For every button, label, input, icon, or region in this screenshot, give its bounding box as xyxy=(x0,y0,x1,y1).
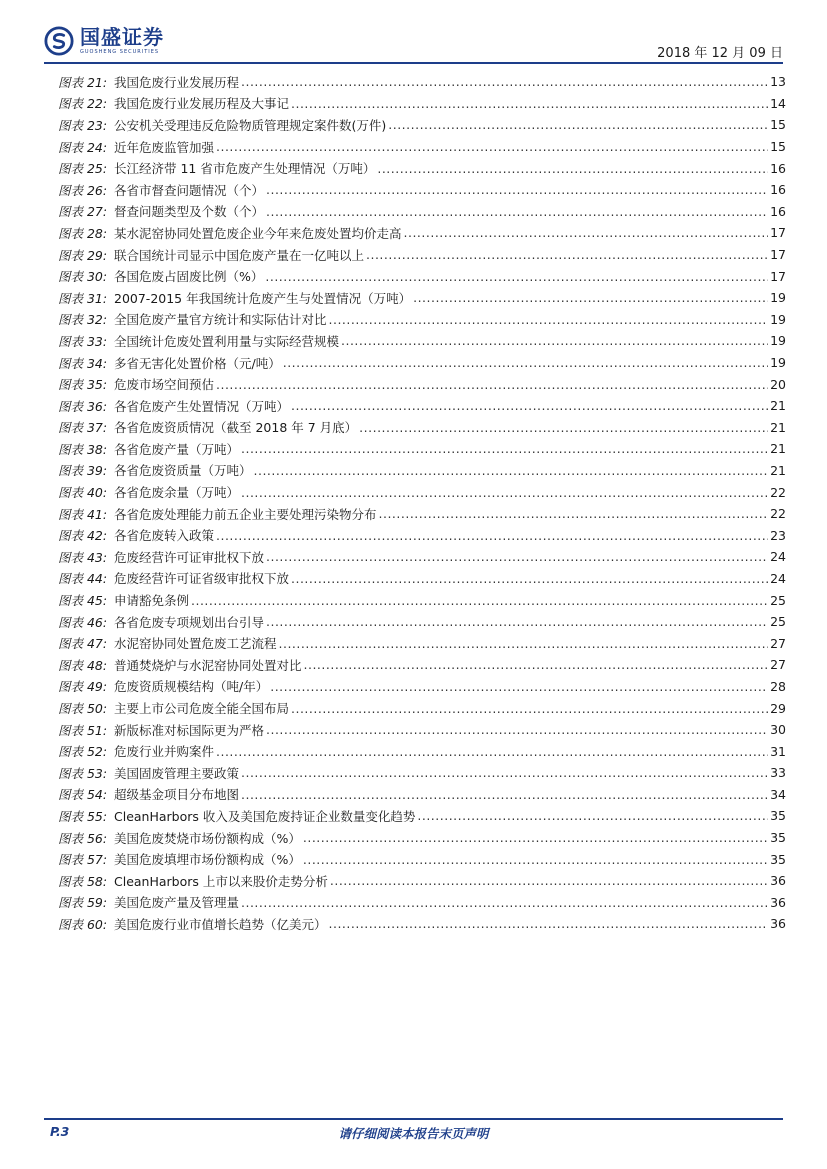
toc-dot-leader xyxy=(417,808,768,823)
toc-entry-title: 多省无害化处置价格（元/吨） xyxy=(114,355,281,371)
toc-entry-title: 我国危废行业发展历程及大事记 xyxy=(114,96,290,112)
toc-dot-leader xyxy=(303,852,768,867)
table-of-figures xyxy=(58,71,786,935)
toc-entry-page: 21 xyxy=(770,398,786,414)
toc-dot-leader xyxy=(291,96,768,111)
toc-entry-label: 图表 21: xyxy=(58,74,108,90)
toc-entry-label: 图表 44: xyxy=(58,571,108,587)
toc-entry-label: 图表 51: xyxy=(58,722,108,738)
toc-entry-title: 危废市场空间预估 xyxy=(114,377,215,393)
toc-dot-leader xyxy=(329,916,768,931)
toc-entry-label: 图表 47: xyxy=(58,636,108,652)
toc-entry-page: 20 xyxy=(770,376,786,392)
toc-entry[interactable] xyxy=(58,611,786,633)
toc-entry-title: 各省市督查问题情况（个） xyxy=(114,182,265,198)
toc-dot-leader xyxy=(359,420,768,435)
toc-entry-page: 21 xyxy=(770,462,786,478)
toc-dot-leader xyxy=(413,290,768,305)
toc-entry-label: 图表 46: xyxy=(58,614,108,630)
toc-entry[interactable] xyxy=(58,93,786,115)
toc-entry[interactable] xyxy=(58,309,786,331)
toc-entry-label: 图表 32: xyxy=(58,312,108,328)
toc-entry-page: 16 xyxy=(770,160,786,176)
toc-entry-label: 图表 26: xyxy=(58,182,108,198)
toc-entry-label: 图表 42: xyxy=(58,528,108,544)
toc-entry-title: 美国危废填埋市场份额构成（%） xyxy=(114,852,301,868)
toc-dot-leader xyxy=(241,441,768,456)
toc-entry-label: 图表 55: xyxy=(58,808,108,824)
logo-english-name: GUOSHENG SECURITIES xyxy=(80,49,160,55)
toc-dot-leader xyxy=(266,182,768,197)
toc-entry[interactable] xyxy=(58,827,786,849)
toc-entry[interactable] xyxy=(58,784,786,806)
toc-entry-label: 图表 52: xyxy=(58,744,108,760)
toc-dot-leader xyxy=(266,549,768,564)
toc-entry-title: 联合国统计司显示中国危废产量在一亿吨以上 xyxy=(114,247,365,263)
toc-entry-label: 图表 23: xyxy=(58,117,108,133)
toc-entry-title: 各省危废专项规划出台引导 xyxy=(114,614,265,630)
toc-entry-title: 各省危废处理能力前五企业主要处理污染物分布 xyxy=(114,506,377,522)
toc-entry-title: 新版标准对标国际更为严格 xyxy=(114,722,265,738)
toc-entry-page: 30 xyxy=(770,722,786,738)
toc-entry-page: 21 xyxy=(770,419,786,435)
toc-entry-label: 图表 36: xyxy=(58,398,108,414)
toc-entry-label: 图表 59: xyxy=(58,895,108,911)
toc-entry-label: 图表 53: xyxy=(58,765,108,781)
toc-entry-label: 图表 34: xyxy=(58,355,108,371)
toc-entry[interactable] xyxy=(58,589,786,611)
toc-dot-leader xyxy=(330,873,768,888)
toc-entry-label: 图表 58: xyxy=(58,873,108,889)
toc-entry-label: 图表 35: xyxy=(58,377,108,393)
toc-entry-page: 17 xyxy=(770,268,786,284)
toc-entry-page: 27 xyxy=(770,657,786,673)
toc-dot-leader xyxy=(241,74,768,89)
toc-entry[interactable] xyxy=(58,870,786,892)
toc-dot-leader xyxy=(303,830,768,845)
toc-entry[interactable] xyxy=(58,503,786,525)
toc-dot-leader xyxy=(291,571,768,586)
toc-entry[interactable] xyxy=(58,179,786,201)
toc-dot-leader xyxy=(291,398,768,413)
toc-dot-leader xyxy=(379,506,768,521)
toc-entry-page: 36 xyxy=(770,916,786,932)
toc-entry[interactable] xyxy=(58,438,786,460)
toc-entry-page: 24 xyxy=(770,570,786,586)
toc-entry-title: 普通焚烧炉与水泥窑协同处置对比 xyxy=(114,657,302,673)
toc-entry-page: 13 xyxy=(770,74,786,90)
toc-entry[interactable] xyxy=(58,330,786,352)
toc-entry[interactable] xyxy=(58,697,786,719)
logo-chinese-name: 国盛证券 xyxy=(80,25,164,49)
toc-entry-page: 15 xyxy=(770,117,786,133)
toc-entry-page: 19 xyxy=(770,333,786,349)
toc-entry-title: 美国危废行业市值增长趋势（亿美元） xyxy=(114,916,327,932)
toc-dot-leader xyxy=(216,139,768,154)
toc-entry-label: 图表 29: xyxy=(58,247,108,263)
toc-dot-leader xyxy=(241,787,768,802)
toc-dot-leader xyxy=(254,463,768,478)
toc-entry[interactable] xyxy=(58,265,786,287)
toc-entry-label: 图表 41: xyxy=(58,506,108,522)
toc-entry[interactable] xyxy=(58,460,786,482)
toc-entry-page: 22 xyxy=(770,484,786,500)
toc-dot-leader xyxy=(304,657,768,672)
toc-entry[interactable] xyxy=(58,632,786,654)
toc-dot-leader xyxy=(366,247,768,262)
toc-entry[interactable] xyxy=(58,201,786,223)
toc-dot-leader xyxy=(241,485,768,500)
toc-entry-page: 35 xyxy=(770,830,786,846)
report-date: 2018 年 12 月 09 日 xyxy=(657,46,783,61)
toc-entry-page: 19 xyxy=(770,311,786,327)
toc-dot-leader xyxy=(341,333,768,348)
toc-entry[interactable] xyxy=(58,805,786,827)
toc-entry-label: 图表 57: xyxy=(58,852,108,868)
toc-entry-page: 14 xyxy=(770,95,786,111)
toc-entry[interactable] xyxy=(58,136,786,158)
toc-entry[interactable] xyxy=(58,676,786,698)
toc-entry-page: 17 xyxy=(770,225,786,241)
toc-entry-title: 督查问题类型及个数（个） xyxy=(114,204,265,220)
toc-entry-page: 17 xyxy=(770,247,786,263)
toc-dot-leader xyxy=(388,117,768,132)
toc-entry-title: 危废行业并购案件 xyxy=(114,744,215,760)
toc-dot-leader xyxy=(265,269,768,284)
toc-entry-title: 超级基金项目分布地图 xyxy=(114,787,240,803)
toc-entry-title: 危废经营许可证省级审批权下放 xyxy=(114,571,290,587)
toc-entry-title: 水泥窑协同处置危废工艺流程 xyxy=(114,636,277,652)
toc-dot-leader xyxy=(329,312,768,327)
toc-entry[interactable] xyxy=(58,568,786,590)
toc-entry[interactable] xyxy=(58,481,786,503)
toc-entry-label: 图表 60: xyxy=(58,916,108,932)
toc-entry-title: 公安机关受理违反危险物质管理规定案件数(万件) xyxy=(114,117,387,133)
toc-dot-leader xyxy=(279,636,768,651)
toc-entry[interactable] xyxy=(58,395,786,417)
toc-entry-title: 申请豁免条例 xyxy=(114,593,190,609)
toc-entry-page: 24 xyxy=(770,549,786,565)
toc-entry-page: 25 xyxy=(770,614,786,630)
toc-entry-title: 长江经济带 11 省市危废产生处理情况（万吨） xyxy=(114,161,376,177)
toc-entry-page: 27 xyxy=(770,635,786,651)
toc-dot-leader xyxy=(266,204,768,219)
toc-entry-title: 全国危废产量官方统计和实际估计对比 xyxy=(114,312,327,328)
toc-entry-label: 图表 56: xyxy=(58,830,108,846)
toc-dot-leader xyxy=(241,895,768,910)
toc-entry[interactable] xyxy=(58,740,786,762)
toc-entry-title: 各国危废占固废比例（%） xyxy=(114,269,264,285)
toc-entry-title: CleanHarbors 收入及美国危废持证企业数量变化趋势 xyxy=(114,808,416,824)
logo-mark-icon xyxy=(44,26,74,56)
toc-entry[interactable] xyxy=(58,913,786,935)
toc-entry-label: 图表 37: xyxy=(58,420,108,436)
toc-dot-leader xyxy=(216,377,768,392)
toc-entry-title: 各省危废资质情况（截至 2018 年 7 月底） xyxy=(114,420,358,436)
toc-entry[interactable] xyxy=(58,222,786,244)
toc-entry-page: 28 xyxy=(770,678,786,694)
footer-divider xyxy=(44,1118,783,1120)
toc-entry-label: 图表 54: xyxy=(58,787,108,803)
toc-entry[interactable] xyxy=(58,417,786,439)
toc-entry-title: 各省危废资质量（万吨） xyxy=(114,463,252,479)
toc-entry-title: CleanHarbors 上市以来股价走势分析 xyxy=(114,873,328,889)
toc-entry-title: 各省危废产生处置情况（万吨） xyxy=(114,398,290,414)
toc-entry-label: 图表 45: xyxy=(58,593,108,609)
toc-entry-label: 图表 40: xyxy=(58,485,108,501)
toc-entry-label: 图表 39: xyxy=(58,463,108,479)
toc-entry[interactable] xyxy=(58,287,786,309)
toc-entry-label: 图表 31: xyxy=(58,290,108,306)
toc-entry-page: 22 xyxy=(770,506,786,522)
toc-entry-title: 危废经营许可证审批权下放 xyxy=(114,549,265,565)
toc-dot-leader xyxy=(266,614,768,629)
toc-dot-leader xyxy=(216,528,768,543)
toc-entry-page: 36 xyxy=(770,873,786,889)
toc-entry-label: 图表 24: xyxy=(58,139,108,155)
toc-entry-page: 16 xyxy=(770,203,786,219)
toc-entry-page: 15 xyxy=(770,139,786,155)
toc-entry-title: 我国危废行业发展历程 xyxy=(114,74,240,90)
toc-entry-label: 图表 22: xyxy=(58,96,108,112)
toc-entry-title: 危废资质规模结构（吨/年） xyxy=(114,679,269,695)
toc-entry-title: 2007-2015 年我国统计危废产生与处置情况（万吨） xyxy=(114,290,412,306)
toc-entry-title: 近年危废监管加强 xyxy=(114,139,215,155)
toc-entry-page: 35 xyxy=(770,851,786,867)
toc-dot-leader xyxy=(291,701,768,716)
toc-entry-title: 美国固废管理主要政策 xyxy=(114,765,240,781)
toc-entry-title: 某水泥窑协同处置危废企业今年来危废处置均价走高 xyxy=(114,225,402,241)
toc-entry[interactable] xyxy=(58,762,786,784)
toc-entry-title: 全国统计危废处置利用量与实际经营规模 xyxy=(114,333,340,349)
toc-dot-leader xyxy=(377,161,768,176)
toc-dot-leader xyxy=(266,722,768,737)
toc-entry-page: 19 xyxy=(770,290,786,306)
toc-entry-title: 主要上市公司危废全能全国布局 xyxy=(114,701,290,717)
toc-dot-leader xyxy=(216,744,768,759)
toc-entry[interactable] xyxy=(58,373,786,395)
toc-entry-page: 31 xyxy=(770,743,786,759)
toc-entry-label: 图表 48: xyxy=(58,657,108,673)
toc-entry[interactable] xyxy=(58,244,786,266)
toc-entry-title: 各省危废产量（万吨） xyxy=(114,441,240,457)
toc-entry[interactable] xyxy=(58,524,786,546)
toc-entry-page: 19 xyxy=(770,355,786,371)
page-number: P.3 xyxy=(50,1124,70,1139)
toc-entry-page: 23 xyxy=(770,527,786,543)
toc-entry[interactable] xyxy=(58,892,786,914)
toc-dot-leader xyxy=(404,225,768,240)
toc-entry-page: 29 xyxy=(770,700,786,716)
toc-entry-page: 21 xyxy=(770,441,786,457)
toc-entry-page: 35 xyxy=(770,808,786,824)
toc-entry-page: 16 xyxy=(770,182,786,198)
toc-entry[interactable] xyxy=(58,157,786,179)
toc-entry-label: 图表 38: xyxy=(58,441,108,457)
toc-entry-title: 各省危废余量（万吨） xyxy=(114,485,240,501)
header-divider xyxy=(44,62,783,64)
toc-entry-page: 25 xyxy=(770,592,786,608)
toc-entry-label: 图表 43: xyxy=(58,549,108,565)
toc-entry-label: 图表 25: xyxy=(58,161,108,177)
toc-entry-label: 图表 30: xyxy=(58,269,108,285)
page-header xyxy=(0,0,827,64)
toc-entry-title: 美国危废产量及管理量 xyxy=(114,895,240,911)
company-logo xyxy=(44,26,164,56)
toc-dot-leader xyxy=(191,593,768,608)
toc-entry[interactable] xyxy=(58,654,786,676)
toc-entry[interactable] xyxy=(58,719,786,741)
toc-entry-page: 34 xyxy=(770,786,786,802)
toc-dot-leader xyxy=(283,355,768,370)
toc-entry[interactable] xyxy=(58,848,786,870)
toc-entry-label: 图表 28: xyxy=(58,225,108,241)
toc-entry[interactable] xyxy=(58,114,786,136)
toc-entry[interactable] xyxy=(58,352,786,374)
toc-entry-title: 各省危废转入政策 xyxy=(114,528,215,544)
toc-entry-label: 图表 49: xyxy=(58,679,108,695)
toc-entry-label: 图表 50: xyxy=(58,701,108,717)
toc-dot-leader xyxy=(241,765,768,780)
disclaimer-note: 请仔细阅读本报告末页声明 xyxy=(338,1126,489,1141)
toc-entry-label: 图表 27: xyxy=(58,204,108,220)
toc-entry-page: 36 xyxy=(770,894,786,910)
toc-entry-page: 33 xyxy=(770,765,786,781)
toc-entry-title: 美国危废焚烧市场份额构成（%） xyxy=(114,830,301,846)
toc-entry[interactable] xyxy=(58,71,786,93)
toc-entry-label: 图表 33: xyxy=(58,333,108,349)
toc-dot-leader xyxy=(270,679,768,694)
toc-entry[interactable] xyxy=(58,546,786,568)
